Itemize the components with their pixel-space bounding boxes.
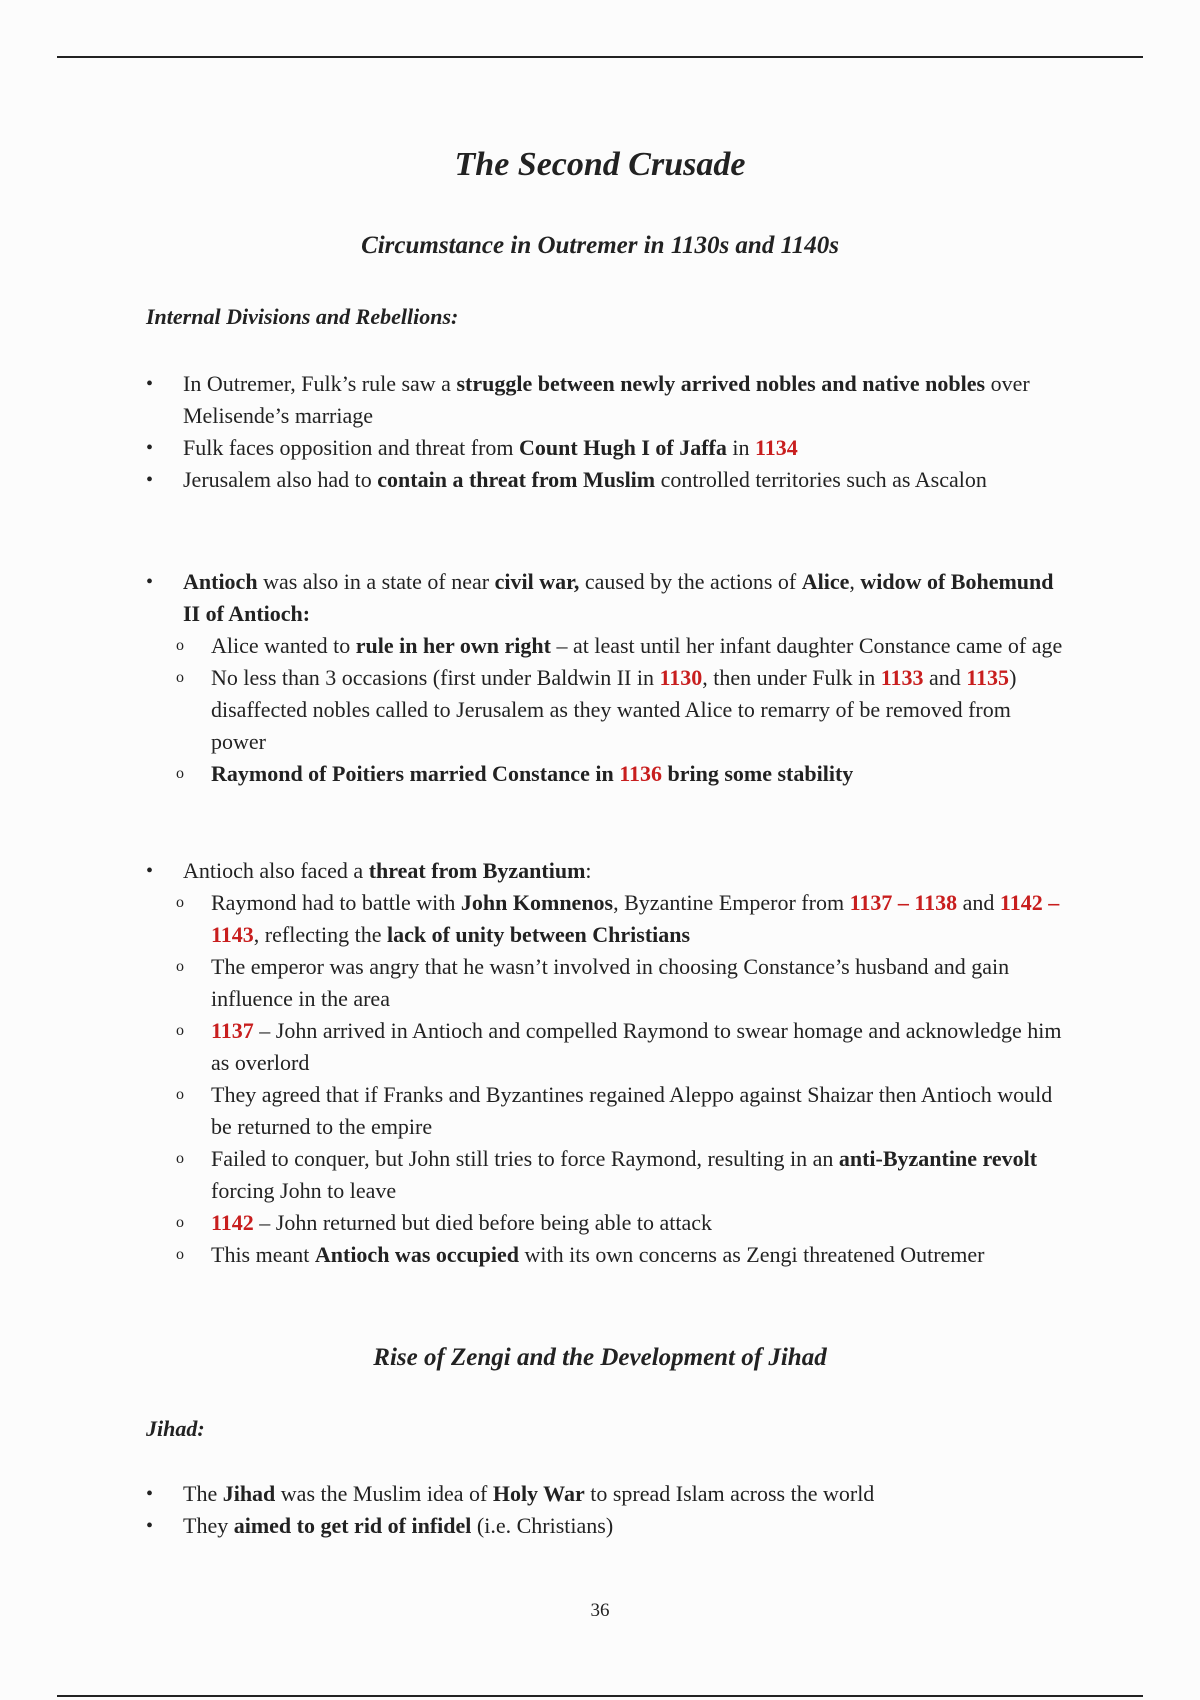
bullet-icon: • <box>146 373 154 395</box>
circle-bullet-icon: o <box>176 1150 184 1167</box>
page-title: The Second Crusade <box>454 146 746 183</box>
circle-bullet-icon: o <box>176 1214 184 1231</box>
list-item: • Jerusalem also had to contain a threat from Muslim controlled territories such as Ascalon <box>0 464 1200 496</box>
circle-bullet-icon: o <box>176 958 184 975</box>
circle-bullet-icon: o <box>176 637 184 654</box>
bullet-icon: • <box>146 469 154 491</box>
sub-list-item: o They agreed that if Franks and Byzantines regained Aleppo against Shaizar then Antioch would be returned to the empire <box>0 1079 1200 1143</box>
jihad-list <box>0 1478 1200 1542</box>
sub-list-item: o Alice wanted to rule in her own right – at least until her infant daughter Constance came of age <box>0 630 1200 662</box>
sub-list-item: o Failed to conquer, but John still tries to force Raymond, resulting in an anti-Byzantine revolt forcing John to leave <box>0 1143 1200 1207</box>
section-subtitle-outremer: Circumstance in Outremer in 1130s and 1140s <box>361 232 839 259</box>
date: 1134 <box>754 435 798 460</box>
sub-list-item: o 1142 – John returned but died before being able to attack <box>0 1207 1200 1239</box>
bullet-icon: • <box>146 571 154 593</box>
sub-list-item: o Raymond of Poitiers married Constance in 1136 bring some stability <box>0 758 1200 790</box>
top-rule <box>57 56 1143 58</box>
list-item: • Antioch was also in a state of near civil war, caused by the actions of Alice, widow of Bohemund II of Antioch: <box>0 566 1200 630</box>
sub-list-item: o This meant Antioch was occupied with its own concerns as Zengi threatened Outremer <box>0 1239 1200 1271</box>
heading-jihad: Jihad: <box>146 1416 205 1441</box>
list-item: • Fulk faces opposition and threat from Count Hugh I of Jaffa in 1134 <box>0 432 1200 464</box>
circle-bullet-icon: o <box>176 1246 184 1263</box>
sub-list-item: o 1137 – John arrived in Antioch and compelled Raymond to swear homage and acknowledge him as overlord <box>0 1015 1200 1079</box>
list-item: • The Jihad was the Muslim idea of Holy War to spread Islam across the world <box>0 1478 1200 1510</box>
circle-bullet-icon: o <box>176 765 184 782</box>
bullet-icon: • <box>146 1483 154 1505</box>
list-item: • Antioch also faced a threat from Byzantium: <box>0 855 1200 887</box>
bottom-rule <box>57 1695 1143 1697</box>
internal-divisions-list <box>0 368 1200 496</box>
list-item: • They aimed to get rid of infidel (i.e. Christians) <box>0 1510 1200 1542</box>
antioch-civil-war-list <box>0 566 1200 790</box>
heading-internal-divisions: Internal Divisions and Rebellions: <box>146 304 459 329</box>
circle-bullet-icon: o <box>176 669 184 686</box>
circle-bullet-icon: o <box>176 894 184 911</box>
byzantium-threat-list <box>0 855 1200 1271</box>
sub-list-item: o Raymond had to battle with John Komnenos, Byzantine Emperor from 1137 – 1138 and 1142 – 1143, reflecting the lack of unity between Christians <box>0 887 1200 951</box>
bullet-icon: • <box>146 860 154 882</box>
circle-bullet-icon: o <box>176 1086 184 1103</box>
sub-list-item: o The emperor was angry that he wasn’t involved in choosing Constance’s husband and gain influence in the area <box>0 951 1200 1015</box>
section-subtitle-zengi: Rise of Zengi and the Development of Jihad <box>373 1344 827 1371</box>
bullet-icon: • <box>146 1515 154 1537</box>
list-item: • In Outremer, Fulk’s rule saw a struggle between newly arrived nobles and native nobles over Melisende’s marriage <box>0 368 1200 432</box>
sub-list-item: o No less than 3 occasions (first under Baldwin II in 1130, then under Fulk in 1133 and 1135) disaffected nobles called to Jerusalem as they wanted Alice to remarry of be removed from power <box>0 662 1200 758</box>
circle-bullet-icon: o <box>176 1022 184 1039</box>
bullet-icon: • <box>146 437 154 459</box>
page-number: 36 <box>590 1600 610 1621</box>
